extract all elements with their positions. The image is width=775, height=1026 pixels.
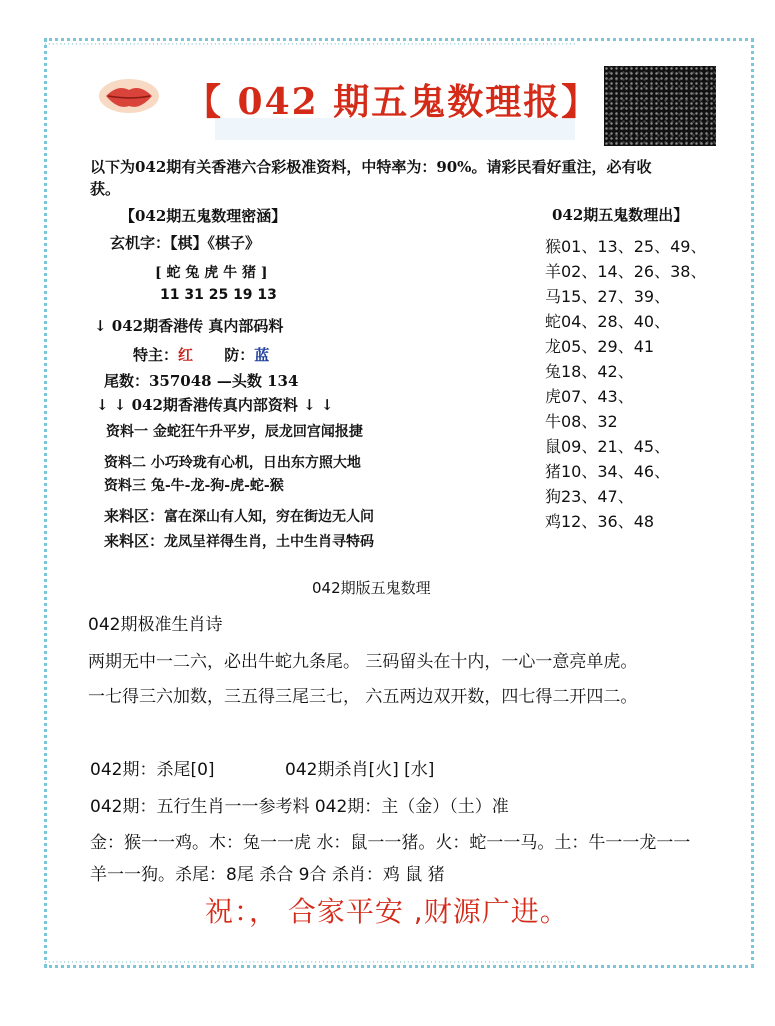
list-item: 虎07、43、 [545, 387, 634, 406]
fang-label: 防： [224, 346, 255, 364]
tezhu-label: 特主： [133, 346, 179, 364]
mid-section-title: 042期版五鬼数理 [312, 579, 431, 597]
fang-value: 蓝 [254, 346, 270, 364]
tezhu-row [133, 344, 269, 365]
blessing-text: 祝：， 合家平安 ,财源广进。 [205, 895, 569, 928]
weishu-text: 尾数：357048 —头数 134 [104, 372, 299, 390]
xuanji-text: 玄机字：【棋】《棋子》 [110, 234, 261, 252]
laiyuan-row-2 [104, 530, 374, 551]
animals-list: [ 蛇 兔 虎 牛 猪 ] [155, 265, 268, 281]
poem-title: 042期极准生肖诗 [88, 615, 223, 635]
section-title-hk-code: ↓ 042期香港传 真内部码料 [94, 317, 284, 335]
frame-border-pattern-top: ·········································································································································· [44, 40, 577, 50]
page-title: 【 042 期五鬼数理报】 [185, 81, 600, 123]
list-item: 鼠09、21、45、 [545, 437, 671, 456]
lips-icon [96, 76, 162, 116]
intro-text-cont: 获。 [90, 180, 121, 198]
list-item: 马15、27、39、 [545, 287, 671, 306]
list-item: 蛇04、28、40、 [545, 312, 671, 331]
kill-zodiac-text: 042期杀肖[火] [水] [285, 760, 435, 780]
wuxing-pairs-text: 金：猴一一鸡。木：兔一一虎 水：鼠一一猪。火：蛇一一马。土：牛一一龙一一 [90, 833, 691, 853]
poem-line-1: 两期无中一二六，必出牛蛇九条尾。 三码留头在十内，一心一意亮单虎。 [88, 652, 638, 672]
laiyuan-text-2: 龙凤呈祥得生肖，土中生肖寻特码 [164, 534, 375, 550]
right-list-title: 042期五鬼数理出】 [552, 206, 689, 224]
tezhu-value: 红 [178, 346, 194, 364]
list-item: 羊02、14、26、38、 [545, 262, 707, 281]
qr-code-image [604, 66, 716, 146]
intro-text: 以下为042期有关香港六合彩极准资料，中特率为：90%。请彩民看好重注，必有收 [90, 158, 652, 176]
list-item: 猪10、34、46、 [545, 462, 671, 481]
list-item: 鸡12、36、48 [545, 512, 655, 531]
laiyuan-row-1 [104, 505, 374, 526]
frame-border-pattern-bottom: ·········································································································································· [44, 958, 577, 968]
wuxing-ref-text: 042期：五行生肖一一参考料 042期：主（金）（土）准 [90, 797, 509, 817]
list-item: 牛08、32 [545, 412, 618, 431]
ziliao-1: 资料一 金蛇狂午升平岁，辰龙回宫闻报捷 [106, 424, 363, 440]
list-item: 猴01、13、25、49、 [545, 237, 707, 256]
poem-line-2: 一七得三六加数，三五得三尾三七， 六五两边双开数，四七得二开四二。 [88, 687, 638, 707]
laiyuan-label-1: 来料区： [104, 507, 165, 525]
section-title-mihan: 【042期五鬼数理密涵】 [120, 207, 287, 225]
numbers-list: 11 31 25 19 13 [160, 287, 277, 303]
laiyuan-text-1: 富在深山有人知，穷在街边无人问 [164, 509, 375, 525]
list-item: 兔18、42、 [545, 362, 634, 381]
list-item: 龙05、29、41 [545, 337, 655, 356]
ziliao-3: 资料三 兔-牛-龙-狗-虎-蛇-猴 [104, 478, 284, 494]
wuxing-pairs-cont: 羊一一狗。杀尾：8尾 杀合 9合 杀肖：鸡 鼠 猪 [90, 865, 445, 885]
list-item: 狗23、47、 [545, 487, 634, 506]
ziliao-2: 资料二 小巧玲珑有心机，日出东方照大地 [104, 455, 361, 471]
laiyuan-label-2: 来料区： [104, 532, 165, 550]
section-title-hk-data: ↓ ↓ 042期香港传真内部资料 ↓ ↓ [96, 396, 334, 414]
kill-tail-text: 042期：杀尾[0] [90, 760, 215, 780]
